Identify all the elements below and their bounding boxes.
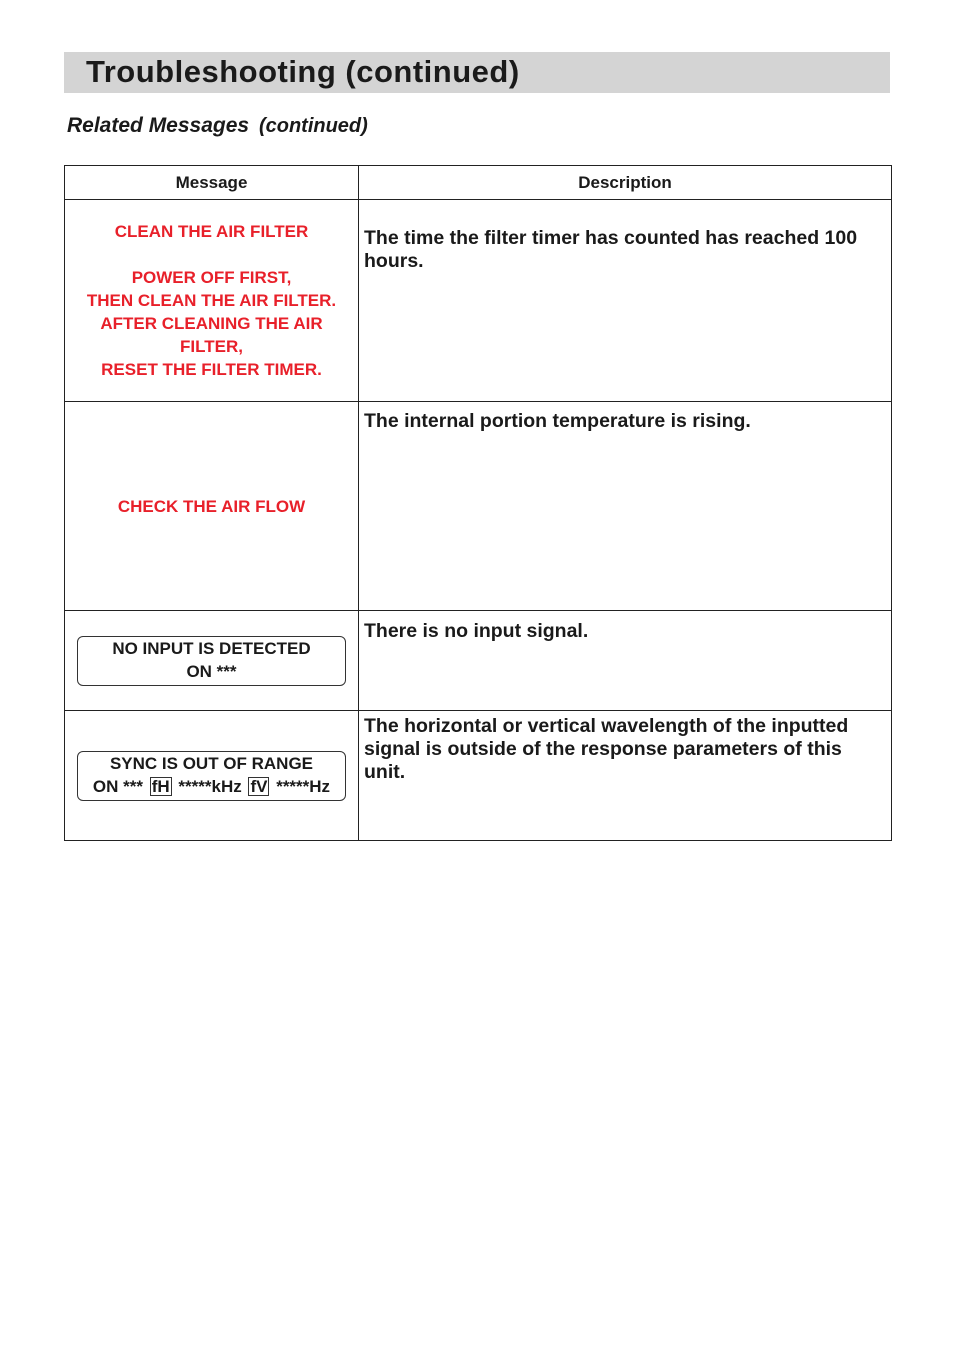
message-line: POWER OFF FIRST,	[131, 268, 292, 287]
message-line: RESET THE FILTER TIMER.	[101, 360, 322, 379]
description-cell: The time the filter timer has counted has reached 100 hours.	[359, 200, 892, 402]
message-line: NO INPUT IS DETECTED	[112, 638, 311, 658]
message-line: SYNC IS OUT OF RANGE	[109, 753, 314, 773]
message-cell	[65, 611, 359, 711]
message-line: FILTER,	[180, 337, 243, 356]
message-cell	[65, 402, 359, 611]
table-row	[65, 611, 892, 711]
header-description: Description	[359, 166, 892, 200]
description-cell: The internal portion temperature is rising.	[359, 402, 892, 611]
section-title-suffix: (continued)	[258, 115, 368, 137]
description-cell: The horizontal or vertical wavelength of the inputted signal is outside of the response parameters of this unit.	[359, 711, 892, 841]
messages-table	[64, 165, 892, 841]
description-cell: There is no input signal.	[359, 611, 892, 711]
table-header-row	[65, 166, 892, 200]
title-bar	[64, 52, 890, 93]
fv-box: fV	[250, 776, 268, 796]
message-line-sync-detail	[78, 775, 345, 798]
osd-message-box	[77, 751, 346, 801]
message-text	[65, 495, 358, 518]
message-line: ON ***	[186, 661, 237, 681]
message-line: CLEAN THE AIR FILTER	[114, 222, 309, 241]
message-khz: *****kHz	[178, 776, 242, 796]
message-cell	[65, 711, 359, 841]
fh-box: fH	[151, 776, 170, 796]
message-line: AFTER CLEANING THE AIR	[100, 314, 323, 333]
table-row	[65, 200, 892, 402]
section-title	[67, 114, 368, 138]
header-message: Message	[65, 166, 359, 200]
message-line: THEN CLEAN THE AIR FILTER.	[86, 291, 337, 310]
table-row	[65, 711, 892, 841]
section-title-text: Related Messages	[67, 114, 250, 137]
message-on: ON ***	[92, 776, 143, 796]
message-text	[65, 220, 358, 381]
osd-message-box	[77, 636, 346, 686]
message-cell	[65, 200, 359, 402]
message-hz: *****Hz	[276, 776, 331, 796]
table-row	[65, 402, 892, 611]
message-line: CHECK THE AIR FLOW	[117, 496, 306, 516]
page-title: Troubleshooting (continued)	[86, 54, 520, 89]
